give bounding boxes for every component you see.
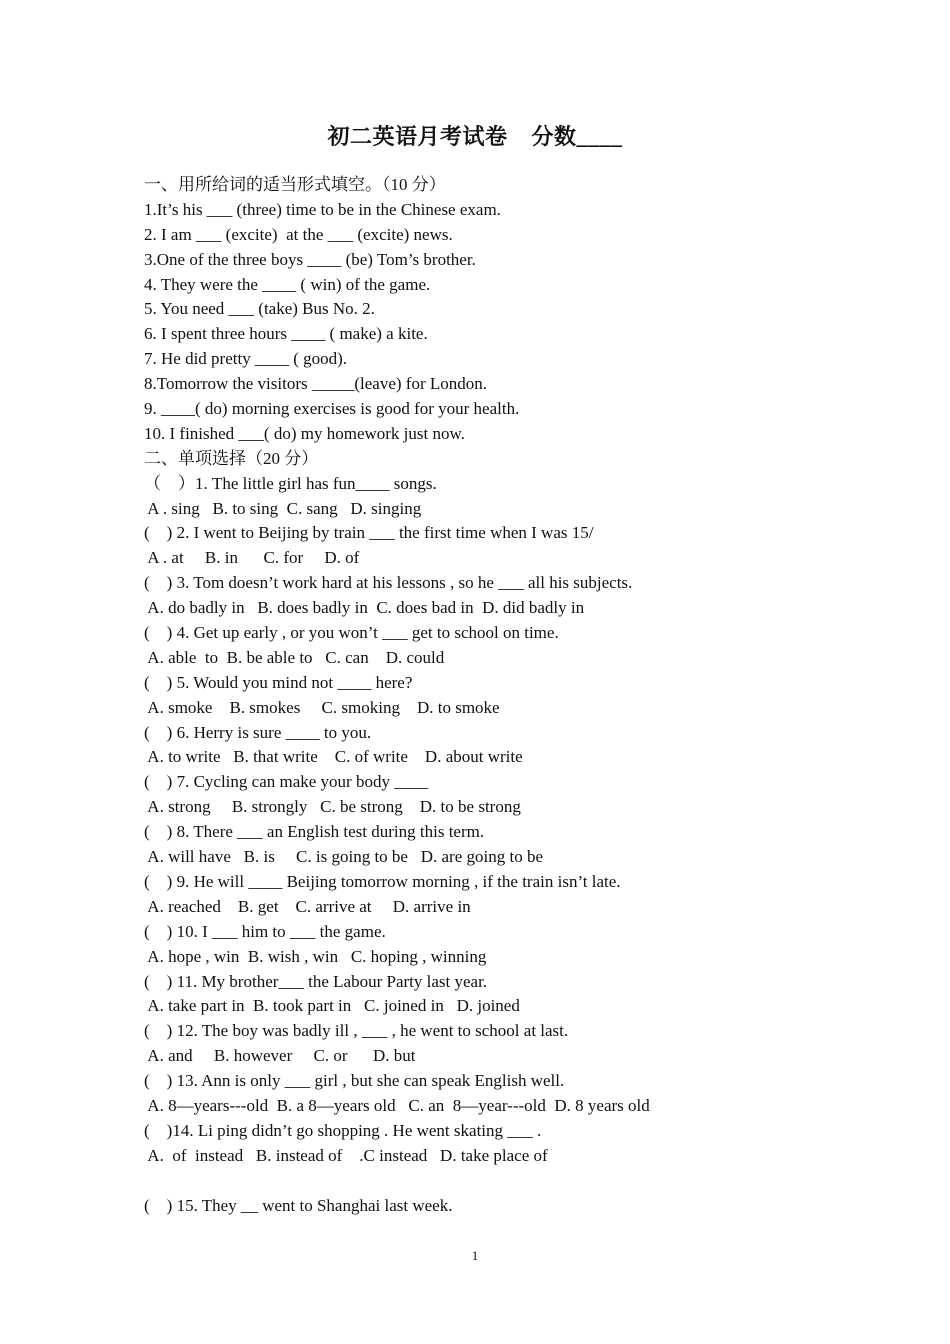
text-line: ( ) 5. Would you mind not ____ here?	[144, 672, 413, 692]
exam-title	[0, 121, 950, 153]
text-line: 3.One of the three boys ____ (be) Tom’s brother.	[144, 249, 476, 269]
blank-line	[144, 1169, 844, 1194]
text-line: 二、单项选择（20 分）	[144, 448, 319, 468]
text-line: ( ) 11. My brother___ the Labour Party last year.	[144, 971, 488, 991]
text-line: A . sing B. to sing C. sang D. singing	[144, 498, 422, 518]
text-line: 2. I am ___ (excite) at the ___ (excite) news.	[144, 224, 453, 244]
text-line: A. to write B. that write C. of write D. about write	[144, 747, 523, 767]
text-line: 10. I finished ___( do) my homework just now.	[144, 423, 465, 443]
exam-title-text: 初二英语月考试卷	[327, 124, 508, 149]
text-line: ( ) 6. Herry is sure ____ to you.	[144, 722, 372, 742]
text-line: 7. He did pretty ____ ( good).	[144, 349, 348, 369]
text-line: ( ) 4. Get up early , or you won’t ___ get to school on time.	[144, 623, 559, 643]
text-line: ( ) 10. I ___ him to ___ the game.	[144, 921, 386, 941]
text-line: ( ) 9. He will ____ Beijing tomorrow morning , if the train isn’t late.	[144, 871, 621, 891]
exam-content	[144, 173, 844, 1218]
text-line: A . at B. in C. for D. of	[144, 548, 360, 568]
text-line: ( ) 15. They __ went to Shanghai last week.	[144, 1195, 453, 1215]
score-label: 分数____	[531, 124, 623, 149]
text-line: A. smoke B. smokes C. smoking D. to smoke	[144, 697, 500, 717]
text-line: ( ) 12. The boy was badly ill , ___ , he went to school at last.	[144, 1021, 569, 1041]
text-line: ( ) 2. I went to Beijing by train ___ the first time when I was 15/	[144, 523, 594, 543]
text-line: A. do badly in B. does badly in C. does bad in D. did badly in	[144, 598, 585, 618]
text-line: A. of instead B. instead of .C instead D. take place of	[144, 1145, 548, 1165]
text-line: A. take part in B. took part in C. joined in D. joined	[144, 996, 520, 1016]
text-line: A. 8—years---old B. a 8—years old C. an 8—year---old D. 8 years old	[144, 1095, 650, 1115]
text-line: 一、用所给词的适当形式填空。（10 分）	[144, 175, 446, 194]
text-line: 4. They were the ____ ( win) of the game.	[144, 274, 431, 294]
text-line: A. strong B. strongly C. be strong D. to be strong	[144, 797, 521, 817]
text-line: A. able to B. be able to C. can D. could	[144, 647, 445, 667]
text-line: A. and B. however C. or D. but	[144, 1046, 416, 1066]
text-line: 6. I spent three hours ____ ( make) a kite.	[144, 324, 428, 344]
text-line: 1.It’s his ___ (three) time to be in the Chinese exam.	[144, 199, 501, 219]
text-line: （ ）1. The little girl has fun____ songs.	[144, 473, 437, 493]
page-number: 1	[471, 1248, 479, 1263]
text-line: A. reached B. get C. arrive at D. arrive in	[144, 896, 471, 916]
text-line: A. hope , win B. wish , win C. hoping , winning	[144, 946, 487, 966]
text-line: ( ) 13. Ann is only ___ girl , but she can speak English well.	[144, 1071, 565, 1091]
text-line: ( ) 8. There ___ an English test during this term.	[144, 822, 485, 842]
text-line: ( ) 3. Tom doesn’t work hard at his lessons , so he ___ all his subjects.	[144, 573, 633, 593]
text-line: 8.Tomorrow the visitors _____(leave) for London.	[144, 374, 487, 394]
text-line: ( ) 7. Cycling can make your body ____	[144, 772, 429, 792]
text-line: A. will have B. is C. is going to be D. are going to be	[144, 847, 543, 867]
text-line: ( )14. Li ping didn’t go shopping . He went skating ___ .	[144, 1120, 542, 1140]
text-line: 5. You need ___ (take) Bus No. 2.	[144, 299, 375, 319]
text-line: 9. ____( do) morning exercises is good for your health.	[144, 399, 520, 419]
